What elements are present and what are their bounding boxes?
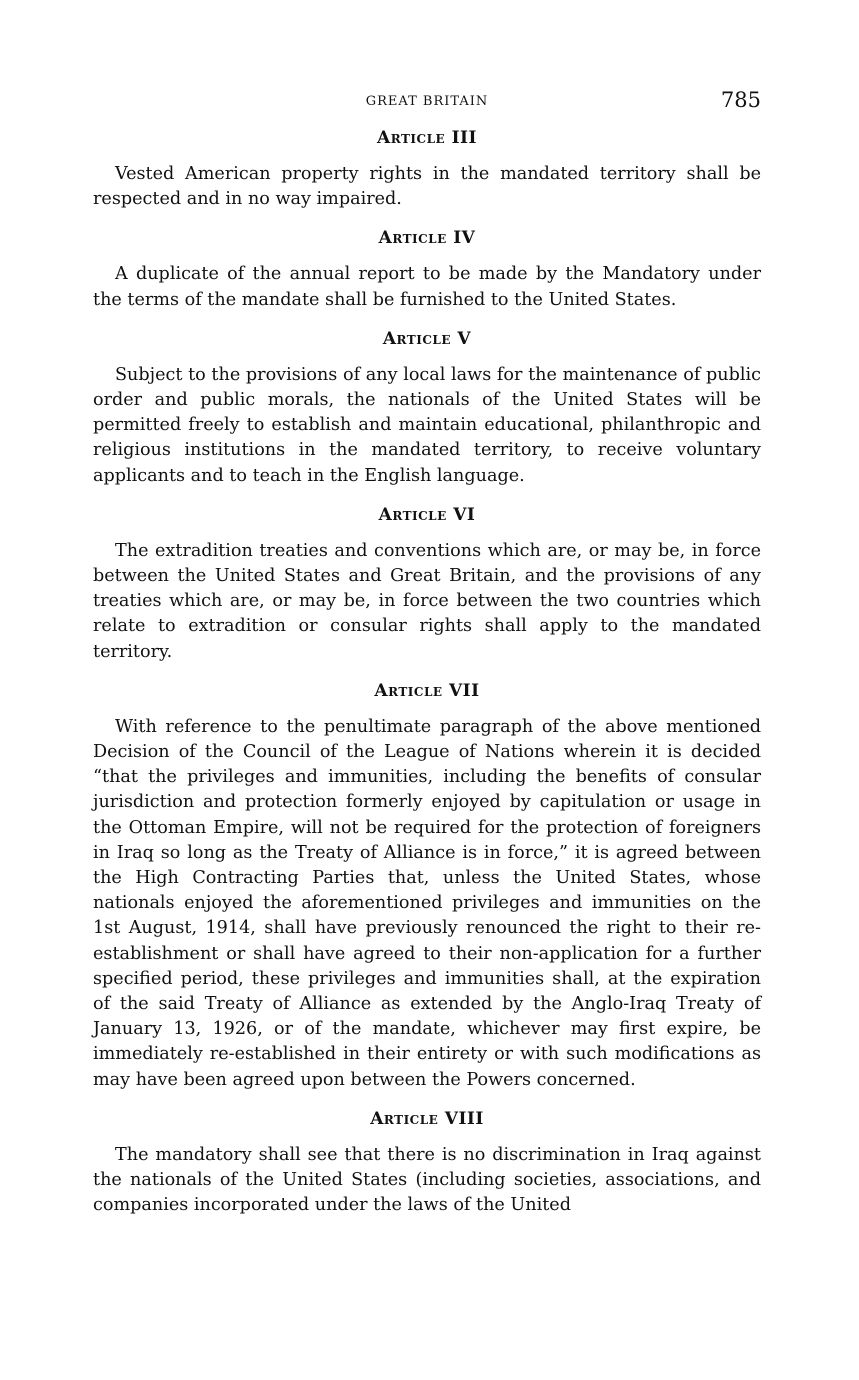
article-numeral: V (457, 328, 472, 349)
article-text: The extradition treaties and conventions which are, or may be, in force between the United States and Great Britain, and the provisions of any treaties which are, or may be, in force between the two countries which relate to extradition or consular rights shall apply to the mandated territory. (93, 540, 761, 662)
article-text: The mandatory shall see that there is no discrimination in Iraq against the nationals of the United States (including societies, associations, and companies incorporated under the laws of the United (93, 1144, 761, 1216)
article-heading (93, 681, 761, 701)
article-label: Article (378, 504, 447, 525)
article-vii (93, 681, 761, 1093)
article-numeral: VII (448, 680, 480, 701)
article-label: Article (382, 328, 451, 349)
article-viii (93, 1109, 761, 1219)
article-text: A duplicate of the annual report to be made by the Mandatory under the terms of the mandate shall be furnished to the United States. (93, 264, 761, 310)
article-numeral: IV (453, 228, 476, 249)
article-label: Article (374, 680, 443, 701)
article-heading (93, 505, 761, 525)
article-text: Vested American property rights in the mandated territory shall be respected and in no way impaired. (93, 164, 761, 210)
document-page (93, 86, 761, 1219)
page-number: 785 (720, 88, 761, 112)
article-text: Subject to the provisions of any local laws for the maintenance of public order and public morals, the nationals of the United States will be permitted freely to establish and maintain educational, philanthropic and religious institutions in the mandated territory, to receive voluntary applicants and to teach in the English language. (93, 364, 761, 486)
article-v (93, 329, 761, 489)
article-text: With reference to the penultimate paragraph of the above mentioned Decision of the Council of the League of Nations wherein it is decided “that the privileges and immunities, including the benefits of consular jurisdiction and protection formerly enjoyed by capitulation or usage in the Ottoman Empire, will not be required for the protection of foreigners in Iraq so long as the Treaty of Alliance is in force,” it is agreed between the High Contracting Parties that, unless the United States, whose nationals enjoyed the aforementioned privileges and immunities on the 1st August, 1914, shall have previously renounced the right to their re-establishment or shall have agreed to their non-application for a further specified period, these privileges and immunities shall, at the expiration of the said Treaty of Alliance as extended by the Anglo-Iraq Treaty of January 13, 1926, or of the mandate, whichever may first expire, be immediately re-established in their entirety or with such modifications as may have been agreed upon between the Powers concerned. (93, 716, 761, 1090)
article-numeral: VI (453, 504, 476, 525)
article-vi (93, 505, 761, 665)
article-heading (93, 329, 761, 349)
article-heading (93, 1109, 761, 1129)
article-numeral: VIII (444, 1108, 484, 1129)
article-heading (93, 228, 761, 248)
article-iii (93, 128, 761, 212)
article-numeral: III (451, 128, 477, 148)
article-iv (93, 228, 761, 312)
article-heading (93, 128, 761, 148)
article-label: Article (377, 128, 446, 148)
article-label: Article (370, 1108, 439, 1129)
article-label: Article (378, 228, 447, 249)
running-title: GREAT BRITAIN (365, 94, 489, 109)
running-head (93, 86, 761, 118)
